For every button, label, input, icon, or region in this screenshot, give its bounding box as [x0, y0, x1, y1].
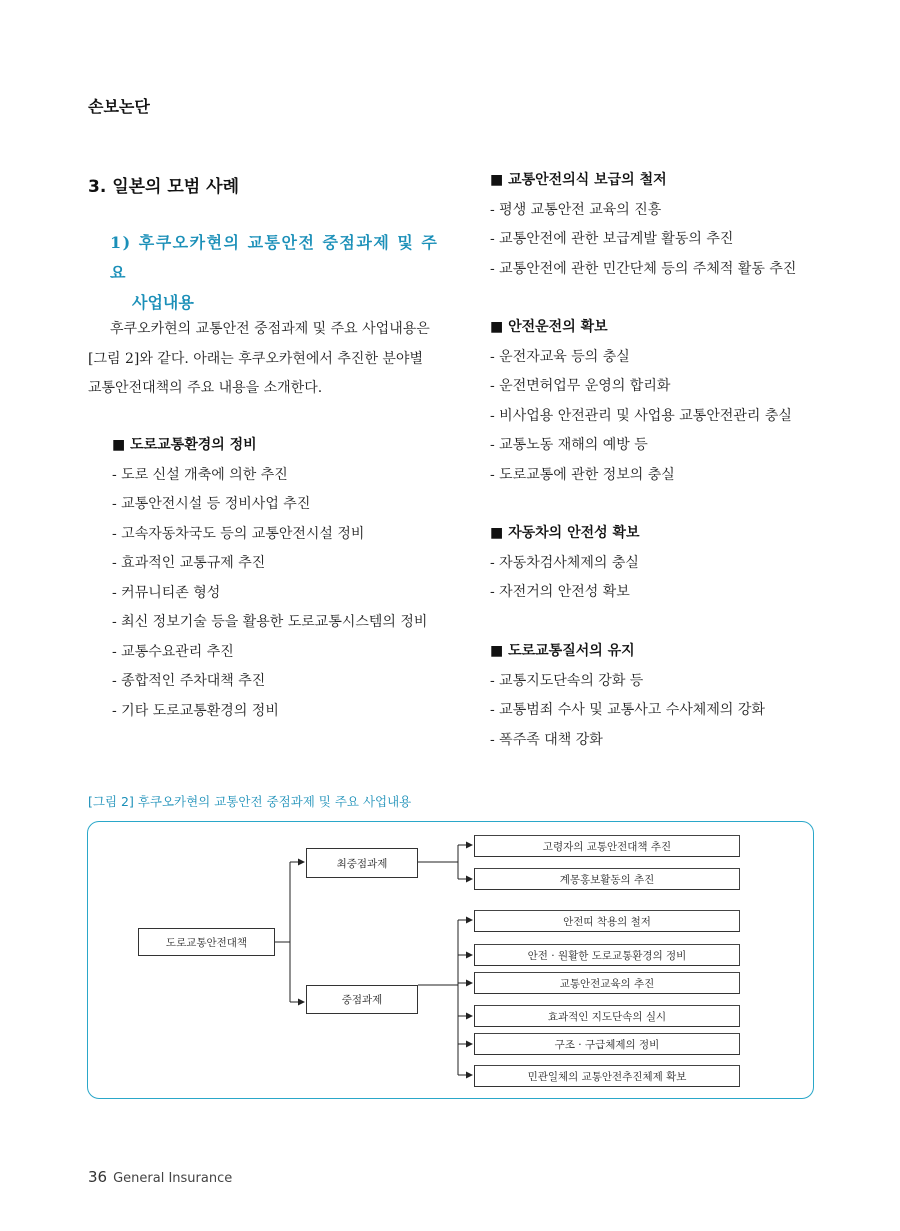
- block-road-environment: [112, 431, 427, 726]
- block-traffic-order: [490, 637, 765, 755]
- block-item: - 자동차검사체제의 충실: [490, 554, 639, 571]
- block-item: - 교통안전에 관한 민간단체 등의 주체적 활동 추진: [490, 260, 797, 277]
- intro-line: 후쿠오카현의 교통안전 중점과제 및 주요 사업내용은: [110, 321, 430, 337]
- intro-line: 교통안전대책의 주요 내용을 소개한다.: [88, 380, 323, 396]
- page-number: 36: [88, 1168, 108, 1186]
- block-safe-driving: [490, 313, 792, 490]
- branch-node-priority: 중점과제: [306, 985, 418, 1014]
- section-title: 3. 일본의 모범 사례: [88, 177, 239, 197]
- leaf-node: 효과적인 지도단속의 실시: [474, 1005, 740, 1027]
- intro-paragraph: [88, 315, 440, 404]
- branch-node-top-priority: 최중점과제: [306, 848, 418, 878]
- block-vehicle-safety: [490, 519, 640, 608]
- block-heading: ■ 도로교통질서의 유지: [490, 643, 635, 659]
- block-item: - 효과적인 교통규제 추진: [112, 555, 266, 571]
- publication-name: General Insurance: [113, 1171, 233, 1186]
- subsection-title-line1: 1) 후쿠오카현의 교통안전 중점과제 및 주요: [110, 233, 439, 282]
- running-header: 손보논단: [88, 97, 150, 116]
- block-item: - 종합적인 주차대책 추진: [112, 673, 266, 689]
- block-heading: ■ 교통안전의식 보급의 철저: [490, 172, 667, 188]
- root-node: 도로교통안전대책: [138, 928, 275, 956]
- block-item: - 커뮤니티존 형성: [112, 584, 221, 601]
- block-item: - 운전자교육 등의 충실: [490, 348, 630, 365]
- leaf-node: 안전띠 착용의 철저: [474, 910, 740, 932]
- intro-line: [그림 2]와 같다. 아래는 후쿠오카현에서 추진한 분야별: [88, 350, 423, 367]
- block-item: - 도로교통에 관한 정보의 충실: [490, 466, 675, 483]
- leaf-node: 교통안전교육의 추진: [474, 972, 740, 994]
- leaf-node: 고령자의 교통안전대책 추진: [474, 835, 740, 857]
- block-item: - 교통범죄 수사 및 교통사고 수사체제의 강화: [490, 702, 765, 718]
- block-heading: ■ 자동차의 안전성 확보: [490, 525, 640, 541]
- block-item: - 교통안전시설 등 정비사업 추진: [112, 496, 311, 512]
- block-item: - 비사업용 안전관리 및 사업용 교통안전관리 충실: [490, 407, 792, 424]
- block-item: - 교통수요관리 추진: [112, 643, 234, 660]
- block-item: - 자전거의 안전성 확보: [490, 584, 630, 600]
- block-item: - 교통안전에 관한 보급계발 활동의 추진: [490, 231, 734, 247]
- figure-diagram: [87, 821, 814, 1099]
- subsection-title-line2: 사업내용: [132, 293, 194, 312]
- block-heading: ■ 안전운전의 확보: [490, 319, 608, 335]
- block-safety-awareness: [490, 166, 796, 284]
- block-item: - 기타 도로교통환경의 정비: [112, 702, 279, 719]
- leaf-node: 민관일체의 교통안전추진체제 확보: [474, 1065, 740, 1087]
- block-item: - 최신 정보기술 등을 활용한 도로교통시스템의 정비: [112, 614, 428, 630]
- block-item: - 평생 교통안전 교육의 진흥: [490, 201, 662, 218]
- block-item: - 교통지도단속의 강화 등: [490, 672, 644, 689]
- leaf-node: 구조 · 구급체제의 정비: [474, 1033, 740, 1055]
- subsection-title: [110, 228, 440, 318]
- page-footer: [88, 1168, 232, 1186]
- leaf-node: 안전 · 원활한 도로교통환경의 정비: [474, 944, 740, 966]
- block-item: - 운전면허업무 운영의 합리화: [490, 378, 671, 394]
- block-item: - 교통노동 재해의 예방 등: [490, 437, 648, 453]
- block-item: - 폭주족 대책 강화: [490, 731, 603, 748]
- figure-caption: [그림 2] 후쿠오카현의 교통안전 중점과제 및 주요 사업내용: [88, 794, 412, 809]
- leaf-node: 계몽홍보활동의 추진: [474, 868, 740, 890]
- block-item: - 도로 신설 개축에 의한 추진: [112, 466, 288, 483]
- block-item: - 고속자동차국도 등의 교통안전시설 정비: [112, 525, 365, 542]
- block-heading: ■ 도로교통환경의 정비: [112, 437, 257, 453]
